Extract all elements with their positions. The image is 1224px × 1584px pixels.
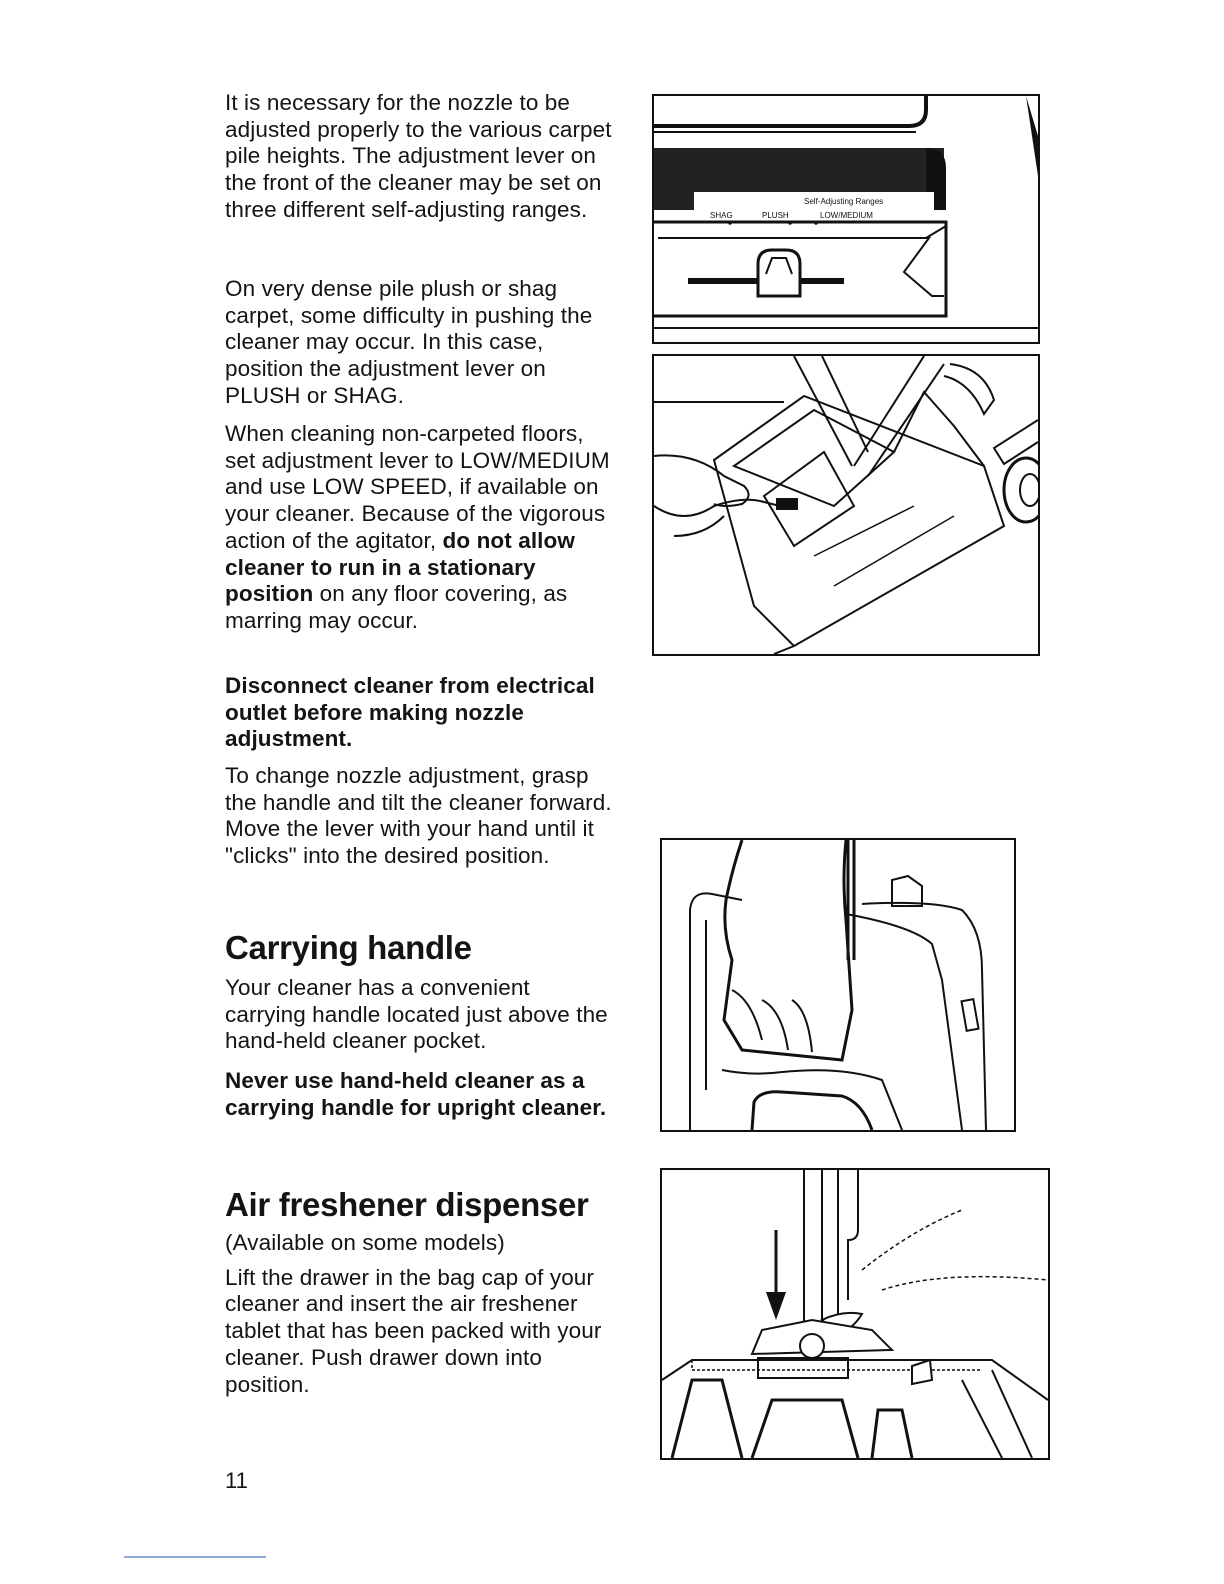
non-carpeted-text: When cleaning non-carpeted floors, set adjustment lever to LOW/MEDIUM and use LOW SPEED, if available on your cleaner. Because of the vigorous action of the agitator,	[225, 421, 610, 553]
dense-carpet-paragraph	[225, 276, 615, 410]
disconnect-warning	[225, 673, 615, 753]
carrying-handle-text: Your cleaner has a convenient carrying handle located just above the hand-held cleaner pocket.	[225, 975, 608, 1054]
carrying-handle-illustration	[662, 840, 1014, 1130]
air-freshener-figure	[660, 1168, 1050, 1460]
disconnect-warning-text: Disconnect cleaner from electrical outlet before making nozzle adjustment.	[225, 673, 595, 752]
air-freshener-text: Lift the drawer in the bag cap of your cleaner and insert the air freshener tablet that has been packed with your cleaner. Push drawer down into position.	[225, 1264, 602, 1397]
carrying-handle-warning: Never use hand-held cleaner as a carrying handle for upright cleaner.	[225, 1068, 607, 1120]
page-number: 11	[225, 1468, 248, 1493]
marring-text: on any floor covering, as marring may occur.	[225, 581, 568, 633]
change-nozzle-text: To change nozzle adjustment, grasp the handle and tilt the cleaner forward. Move the lever with your hand until it "clicks" into the desired position.	[225, 763, 612, 869]
change-nozzle-paragraph	[225, 763, 615, 870]
adjustment-lever-illustration	[654, 96, 1038, 342]
carrying-handle-section	[225, 930, 615, 1122]
air-freshener-illustration	[662, 1170, 1048, 1458]
intro-text: It is necessary for the nozzle to be adjusted properly to the various carpet pile heights. The adjustment lever on the front of the cleaner may be set on three different self-adjusting ranges.	[225, 90, 612, 222]
air-freshener-note: (Available on some models)	[225, 1230, 505, 1255]
stationary-warning-text: do not allow cleaner to run in a stationary position	[225, 527, 575, 607]
adjustment-lever-figure	[652, 94, 1040, 344]
dense-carpet-text: On very dense pile plush or shag carpet, some difficulty in pushing the cleaner may occur. In this case, position the adjustment lever on PLUSH or SHAG.	[225, 276, 593, 408]
carrying-handle-figure	[660, 838, 1016, 1132]
footer-rule	[124, 1556, 266, 1558]
non-carpeted-paragraph	[225, 421, 615, 635]
air-freshener-section	[225, 1187, 615, 1398]
range-label-plush: PLUSH	[762, 211, 789, 220]
ranges-title: Self-Adjusting Ranges	[804, 197, 884, 206]
range-label-shag: SHAG	[710, 211, 733, 220]
carrying-handle-heading: Carrying handle	[225, 929, 472, 966]
intro-paragraph	[225, 90, 615, 224]
range-label-low-medium: LOW/MEDIUM	[820, 211, 873, 220]
tilted-cleaner-illustration	[654, 356, 1038, 654]
tilted-cleaner-figure	[652, 354, 1040, 656]
air-freshener-heading: Air freshener dispenser	[225, 1186, 589, 1223]
